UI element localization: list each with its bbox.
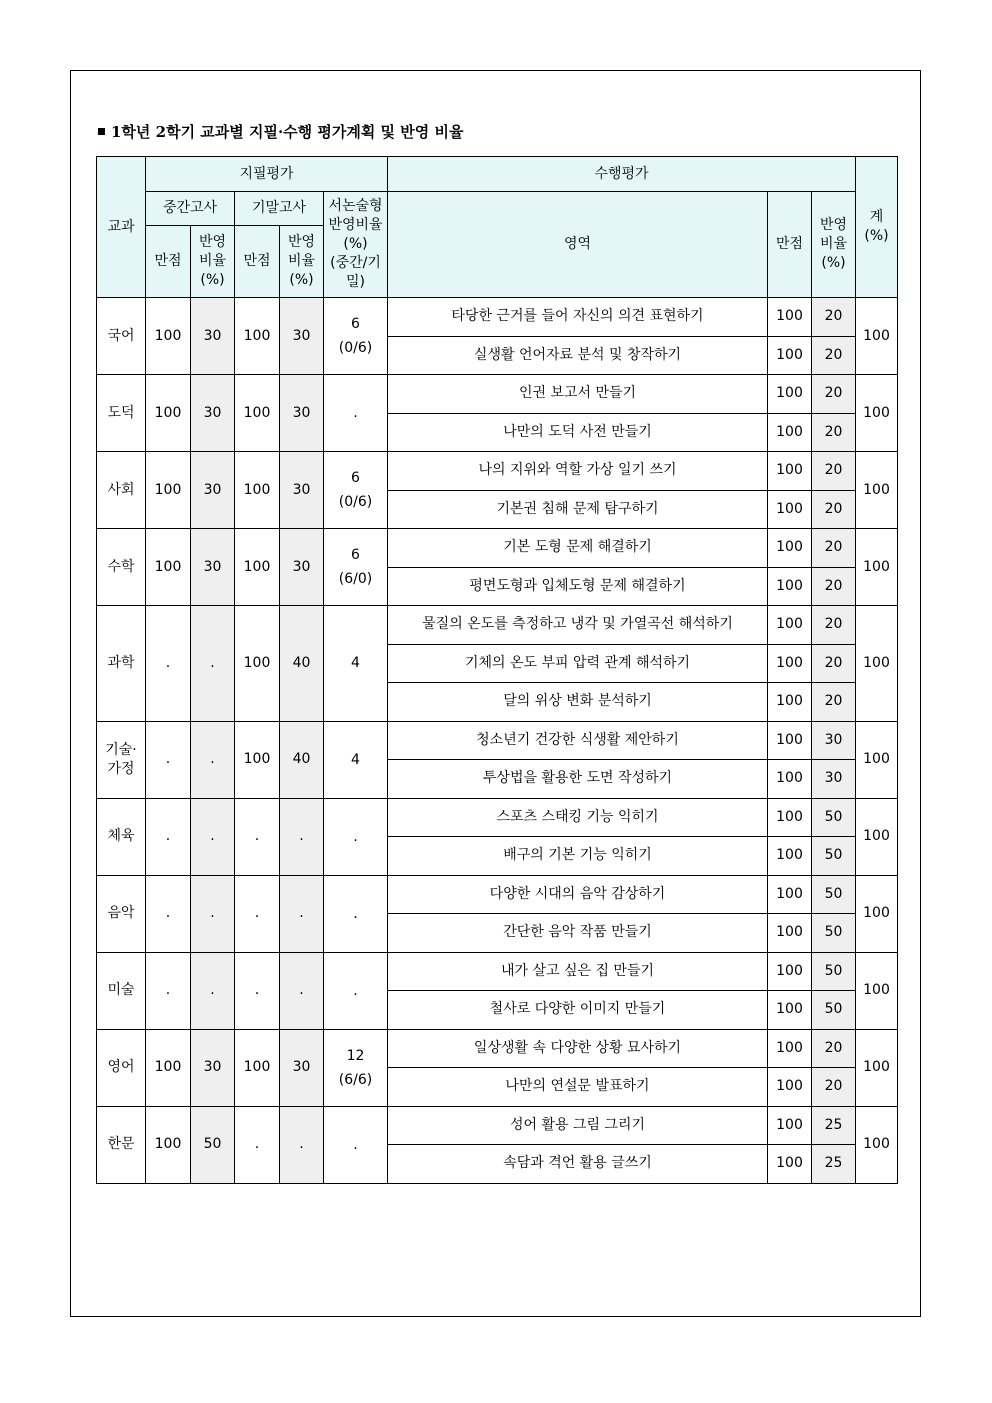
header-essay-line: 서논술형 <box>328 198 383 214</box>
performance-ratio: 50 <box>812 991 856 1030</box>
header-essay-ratio <box>324 192 388 298</box>
subject-name <box>97 721 146 798</box>
final-ratio: . <box>280 875 324 952</box>
essay-ratio <box>324 721 388 798</box>
header-essay-line: (중간/기 <box>330 255 381 271</box>
performance-full-score: 100 <box>768 875 812 914</box>
performance-ratio: 50 <box>812 837 856 876</box>
subject-name <box>97 1029 146 1106</box>
performance-full-score: 100 <box>768 567 812 606</box>
final-ratio: 40 <box>280 721 324 798</box>
header-essay-line: 밀) <box>346 274 365 290</box>
performance-area: 배구의 기본 기능 익히기 <box>388 837 768 876</box>
performance-ratio: 20 <box>812 529 856 568</box>
essay-ratio <box>324 798 388 875</box>
mid-full-score: 100 <box>146 1106 191 1183</box>
essay-ratio-line: (0/6) <box>338 494 373 510</box>
performance-area: 다양한 시대의 음악 감상하기 <box>388 875 768 914</box>
performance-ratio: 20 <box>812 606 856 645</box>
essay-ratio-line: (0/6) <box>338 340 373 356</box>
table-row <box>97 721 898 760</box>
subject-name <box>97 606 146 722</box>
header-total-line: (%) <box>864 228 889 244</box>
header-perf-ratio <box>812 192 856 298</box>
header-final-full: 만점 <box>235 226 280 298</box>
performance-full-score: 100 <box>768 375 812 414</box>
header-ratio-line: 비율 <box>198 253 227 269</box>
performance-ratio: 30 <box>812 721 856 760</box>
essay-ratio-line: . <box>353 905 358 922</box>
essay-ratio <box>324 606 388 722</box>
mid-ratio: 30 <box>191 1029 235 1106</box>
subject-name-line: 미술 <box>107 982 135 998</box>
final-ratio: . <box>280 1106 324 1183</box>
header-perf-full: 만점 <box>768 192 812 298</box>
essay-ratio <box>324 375 388 452</box>
header-ratio-line: 반영 <box>287 234 316 250</box>
performance-ratio: 50 <box>812 875 856 914</box>
table-row <box>97 529 898 568</box>
section-heading <box>98 121 463 142</box>
total-percent: 100 <box>856 1106 898 1183</box>
performance-full-score: 100 <box>768 644 812 683</box>
mid-ratio: 30 <box>191 529 235 606</box>
mid-ratio: 50 <box>191 1106 235 1183</box>
essay-ratio <box>324 452 388 529</box>
essay-ratio-line: . <box>353 982 358 999</box>
performance-full-score: 100 <box>768 837 812 876</box>
performance-full-score: 100 <box>768 760 812 799</box>
mid-full-score: 100 <box>146 529 191 606</box>
mid-ratio: . <box>191 606 235 722</box>
performance-full-score: 100 <box>768 452 812 491</box>
performance-area: 일상생활 속 다양한 상황 묘사하기 <box>388 1029 768 1068</box>
performance-full-score: 100 <box>768 914 812 953</box>
performance-area: 기본권 침해 문제 탐구하기 <box>388 490 768 529</box>
header-performance: 수행평가 <box>388 157 856 192</box>
performance-area: 타당한 근거를 들어 자신의 의견 표현하기 <box>388 298 768 337</box>
final-full-score: . <box>235 1106 280 1183</box>
final-full-score: 100 <box>235 606 280 722</box>
table-row <box>97 452 898 491</box>
essay-ratio-line: . <box>353 1136 358 1153</box>
performance-full-score: 100 <box>768 991 812 1030</box>
mid-ratio: 30 <box>191 375 235 452</box>
essay-ratio-line: 6 <box>351 470 360 486</box>
essay-ratio-line: 4 <box>351 655 360 672</box>
subject-name <box>97 1106 146 1183</box>
performance-full-score: 100 <box>768 721 812 760</box>
essay-ratio <box>324 952 388 1029</box>
header-ratio-line: (%) <box>821 255 846 271</box>
performance-ratio: 20 <box>812 644 856 683</box>
header-ratio-line: 반영 <box>198 234 227 250</box>
performance-full-score: 100 <box>768 1106 812 1145</box>
section-title: 1학년 2학기 교과별 지필·수행 평가계획 및 반영 비율 <box>111 123 464 141</box>
performance-area: 평면도형과 입체도형 문제 해결하기 <box>388 567 768 606</box>
subject-name-line: 기술· <box>105 741 137 758</box>
total-percent: 100 <box>856 606 898 722</box>
mid-full-score: . <box>146 875 191 952</box>
essay-ratio <box>324 1106 388 1183</box>
performance-ratio: 20 <box>812 683 856 722</box>
evaluation-plan-table <box>96 156 898 1184</box>
subject-name <box>97 529 146 606</box>
header-ratio-line: 비율 <box>287 253 316 269</box>
essay-ratio <box>324 298 388 375</box>
square-bullet-icon <box>98 128 105 135</box>
subject-name-line: 과학 <box>107 654 135 671</box>
essay-ratio <box>324 1029 388 1106</box>
performance-area: 간단한 음악 작품 만들기 <box>388 914 768 953</box>
final-ratio: 30 <box>280 529 324 606</box>
mid-ratio: 30 <box>191 452 235 529</box>
table-row <box>97 1029 898 1068</box>
performance-full-score: 100 <box>768 798 812 837</box>
mid-ratio: 30 <box>191 298 235 375</box>
final-ratio: . <box>280 798 324 875</box>
performance-ratio: 20 <box>812 336 856 375</box>
final-ratio: 30 <box>280 375 324 452</box>
performance-area: 인권 보고서 만들기 <box>388 375 768 414</box>
performance-ratio: 30 <box>812 760 856 799</box>
subject-name-line: 음악 <box>107 905 135 921</box>
performance-area: 나의 지위와 역할 가상 일기 쓰기 <box>388 452 768 491</box>
mid-full-score: . <box>146 952 191 1029</box>
header-written: 지필평가 <box>146 157 388 192</box>
performance-area: 기체의 온도 부피 압력 관계 해석하기 <box>388 644 768 683</box>
subject-name <box>97 952 146 1029</box>
total-percent: 100 <box>856 952 898 1029</box>
essay-ratio-line: 12 <box>346 1047 365 1064</box>
performance-area: 나만의 도덕 사전 만들기 <box>388 413 768 452</box>
essay-ratio-line: . <box>353 828 358 845</box>
mid-ratio: . <box>191 875 235 952</box>
header-mid-ratio <box>191 226 235 298</box>
performance-area: 청소년기 건강한 식생활 제안하기 <box>388 721 768 760</box>
header-final-ratio <box>280 226 324 298</box>
header-ratio-line: (%) <box>200 272 225 288</box>
subject-name-line: 수학 <box>107 558 135 575</box>
essay-ratio <box>324 875 388 952</box>
final-ratio: 30 <box>280 452 324 529</box>
essay-ratio-line: 6 <box>351 316 360 332</box>
subject-name-line: 도덕 <box>107 404 135 421</box>
header-total-line: 계 <box>869 209 884 225</box>
performance-area: 달의 위상 변화 분석하기 <box>388 683 768 722</box>
header-essay-line: (%) <box>343 236 368 252</box>
subject-name <box>97 452 146 529</box>
subject-name-line: 국어 <box>107 327 135 344</box>
subject-name <box>97 298 146 375</box>
mid-ratio: . <box>191 952 235 1029</box>
performance-area: 성어 활용 그림 그리기 <box>388 1106 768 1145</box>
mid-full-score: 100 <box>146 452 191 529</box>
final-full-score: . <box>235 875 280 952</box>
subject-name <box>97 798 146 875</box>
header-subject: 교과 <box>97 157 146 298</box>
performance-full-score: 100 <box>768 1068 812 1107</box>
essay-ratio <box>324 529 388 606</box>
performance-ratio: 20 <box>812 490 856 529</box>
performance-full-score: 100 <box>768 683 812 722</box>
subject-name <box>97 875 146 952</box>
performance-area: 나만의 연설문 발표하기 <box>388 1068 768 1107</box>
performance-ratio: 25 <box>812 1145 856 1184</box>
total-percent: 100 <box>856 375 898 452</box>
subject-name-line: 사회 <box>107 481 135 498</box>
table-row <box>97 298 898 337</box>
performance-full-score: 100 <box>768 606 812 645</box>
mid-full-score: 100 <box>146 375 191 452</box>
header-ratio-line: 반영 <box>819 217 848 233</box>
subject-name <box>97 375 146 452</box>
total-percent: 100 <box>856 721 898 798</box>
mid-full-score: . <box>146 606 191 722</box>
total-percent: 100 <box>856 529 898 606</box>
subject-name-line: 한문 <box>107 1136 135 1152</box>
final-full-score: 100 <box>235 375 280 452</box>
performance-area: 투상법을 활용한 도면 작성하기 <box>388 760 768 799</box>
performance-ratio: 20 <box>812 1029 856 1068</box>
header-midterm: 중간고사 <box>146 192 235 226</box>
performance-ratio: 20 <box>812 567 856 606</box>
performance-full-score: 100 <box>768 952 812 991</box>
final-ratio: . <box>280 952 324 1029</box>
essay-ratio-line: 6 <box>351 547 360 563</box>
final-full-score: . <box>235 798 280 875</box>
performance-area: 속담과 격언 활용 글쓰기 <box>388 1145 768 1184</box>
performance-area: 실생활 언어자료 분석 및 창작하기 <box>388 336 768 375</box>
final-ratio: 30 <box>280 298 324 375</box>
mid-ratio: . <box>191 798 235 875</box>
header-mid-full: 만점 <box>146 226 191 298</box>
subject-name-line: 체육 <box>107 828 135 844</box>
performance-ratio: 20 <box>812 1068 856 1107</box>
header-essay-line: 반영비율 <box>328 217 383 233</box>
essay-ratio-line: 4 <box>351 751 360 768</box>
table-row <box>97 952 898 991</box>
performance-ratio: 20 <box>812 375 856 414</box>
performance-full-score: 100 <box>768 1029 812 1068</box>
mid-full-score: 100 <box>146 1029 191 1106</box>
final-full-score: 100 <box>235 721 280 798</box>
mid-full-score: . <box>146 721 191 798</box>
performance-ratio: 50 <box>812 952 856 991</box>
total-percent: 100 <box>856 298 898 375</box>
performance-full-score: 100 <box>768 529 812 568</box>
mid-ratio: . <box>191 721 235 798</box>
performance-full-score: 100 <box>768 1145 812 1184</box>
performance-full-score: 100 <box>768 336 812 375</box>
subject-name-line: 영어 <box>107 1059 135 1075</box>
performance-area: 스포츠 스태킹 기능 익히기 <box>388 798 768 837</box>
performance-ratio: 50 <box>812 914 856 953</box>
final-ratio: 40 <box>280 606 324 722</box>
final-full-score: 100 <box>235 298 280 375</box>
header-total <box>856 157 898 298</box>
final-full-score: . <box>235 952 280 1029</box>
final-ratio: 30 <box>280 1029 324 1106</box>
final-full-score: 100 <box>235 1029 280 1106</box>
final-full-score: 100 <box>235 452 280 529</box>
essay-ratio-line: (6/6) <box>338 1071 373 1088</box>
header-final: 기말고사 <box>235 192 324 226</box>
performance-full-score: 100 <box>768 298 812 337</box>
performance-ratio: 25 <box>812 1106 856 1145</box>
essay-ratio-line: . <box>353 405 358 421</box>
header-area: 영역 <box>388 192 768 298</box>
performance-full-score: 100 <box>768 413 812 452</box>
performance-ratio: 20 <box>812 413 856 452</box>
header-ratio-line: (%) <box>289 272 314 288</box>
mid-full-score: 100 <box>146 298 191 375</box>
table-row <box>97 875 898 914</box>
performance-area: 내가 살고 싶은 집 만들기 <box>388 952 768 991</box>
performance-ratio: 20 <box>812 298 856 337</box>
total-percent: 100 <box>856 1029 898 1106</box>
total-percent: 100 <box>856 875 898 952</box>
essay-ratio-line: (6/0) <box>338 571 373 587</box>
header-ratio-line: 비율 <box>819 236 848 252</box>
table-row <box>97 1106 898 1145</box>
total-percent: 100 <box>856 798 898 875</box>
subject-name-line: 가정 <box>107 760 135 777</box>
performance-area: 철사로 다양한 이미지 만들기 <box>388 991 768 1030</box>
performance-ratio: 50 <box>812 798 856 837</box>
performance-ratio: 20 <box>812 452 856 491</box>
mid-full-score: . <box>146 798 191 875</box>
performance-area: 기본 도형 문제 해결하기 <box>388 529 768 568</box>
final-full-score: 100 <box>235 529 280 606</box>
table-row <box>97 375 898 414</box>
total-percent: 100 <box>856 452 898 529</box>
table-row <box>97 606 898 645</box>
table-row <box>97 798 898 837</box>
performance-full-score: 100 <box>768 490 812 529</box>
performance-area: 물질의 온도를 측정하고 냉각 및 가열곡선 해석하기 <box>388 606 768 645</box>
